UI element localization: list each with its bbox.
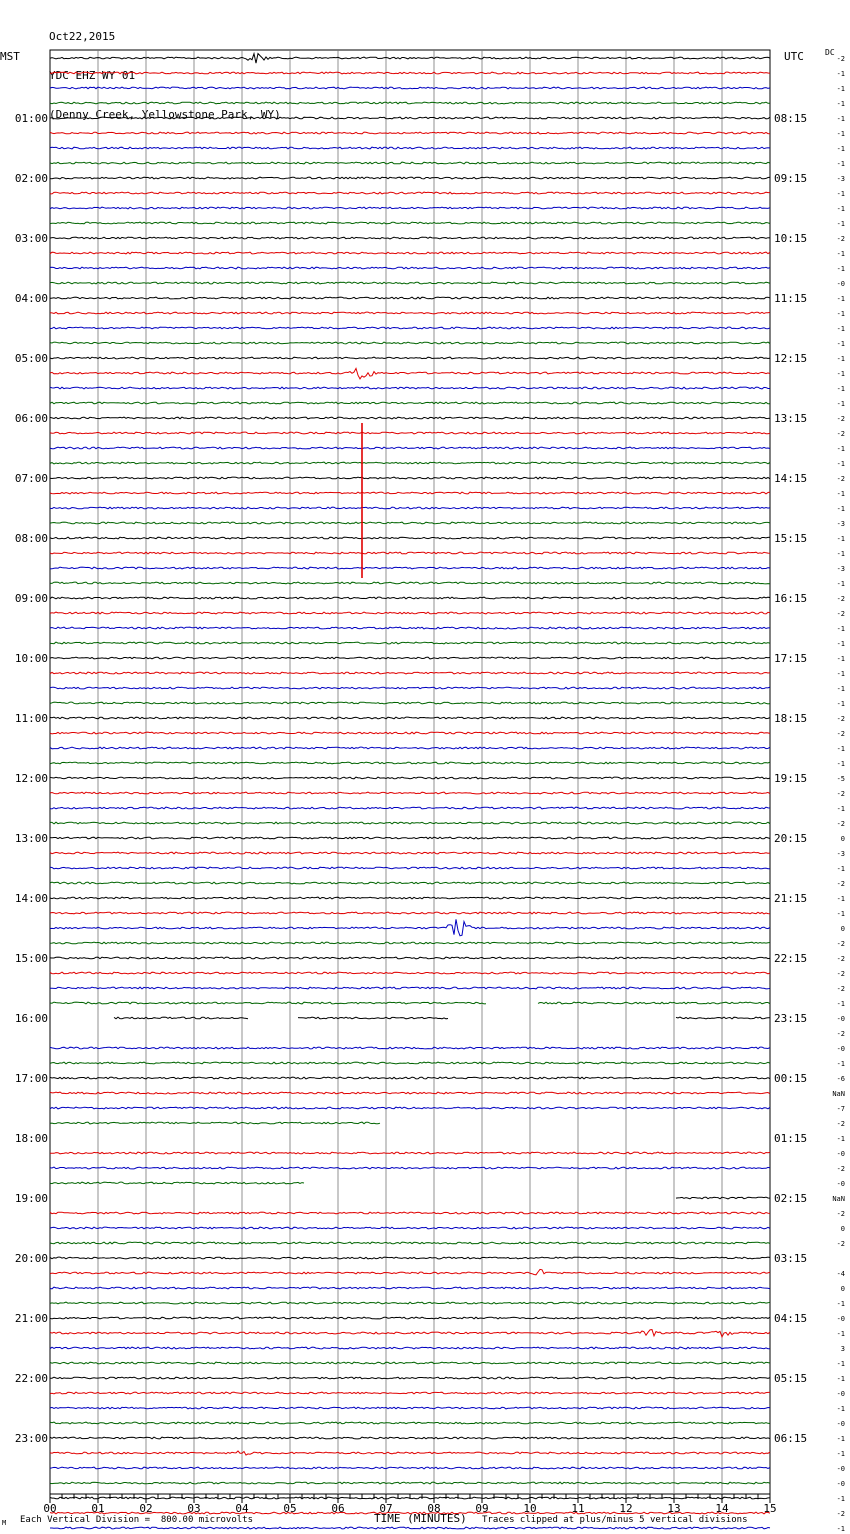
- right-hour-label: 03:15: [774, 1252, 808, 1265]
- x-tick-label: 02: [139, 1502, 153, 1515]
- x-tick-label: 14: [715, 1502, 729, 1515]
- trace-line: [50, 368, 770, 379]
- x-tick-label: 03: [187, 1502, 201, 1515]
- dc-offset-label: -1: [836, 100, 845, 108]
- dc-offset-label: -1: [836, 865, 845, 873]
- dc-offset-label: -2: [836, 880, 845, 888]
- trace-line: [50, 642, 770, 644]
- dc-offset-label: -1: [836, 700, 845, 708]
- dc-offset-label: -1: [836, 1000, 845, 1008]
- trace-line: [50, 222, 770, 224]
- dc-offset-label: -2: [836, 415, 845, 423]
- left-hour-label: 12:00: [14, 772, 48, 785]
- trace-line: [50, 537, 770, 539]
- right-hour-label: 09:15: [774, 172, 808, 185]
- dc-offset-label: -1: [836, 640, 845, 648]
- dc-offset-label: NaN: [832, 1195, 845, 1203]
- dc-offset-label: -7: [836, 1105, 845, 1113]
- left-hour-label: 05:00: [14, 352, 48, 365]
- right-hour-label: 16:15: [774, 592, 808, 605]
- trace-line: [50, 162, 770, 164]
- trace-line: [50, 507, 770, 509]
- left-hour-label: 10:00: [14, 652, 48, 665]
- trace-line: [50, 1392, 770, 1394]
- dc-offset-label: 3: [840, 1345, 845, 1353]
- trace-line: [50, 282, 770, 284]
- right-hour-label: 20:15: [774, 832, 808, 845]
- dc-offset-label: -1: [836, 220, 845, 228]
- trace-line: [50, 807, 770, 809]
- right-hour-label: 17:15: [774, 652, 808, 665]
- x-axis-title: TIME (MINUTES): [374, 1512, 467, 1525]
- dc-offset-label: -5: [836, 775, 845, 783]
- dc-offset-label: -3: [836, 175, 845, 183]
- trace-line: [50, 117, 770, 119]
- trace-line: [50, 252, 770, 254]
- trace-line: [50, 327, 770, 329]
- trace-line: [50, 919, 770, 936]
- dc-offset-label: -1: [836, 445, 845, 453]
- dc-offset-label: -1: [836, 1435, 845, 1443]
- right-hour-label: 22:15: [774, 952, 808, 965]
- trace-line: [50, 342, 770, 344]
- dc-offset-label: -1: [836, 70, 845, 78]
- dc-offset-label: -6: [836, 1075, 845, 1083]
- x-tick-label: 12: [619, 1502, 633, 1515]
- trace-line: [676, 1197, 770, 1199]
- trace-line: [50, 102, 770, 104]
- trace-line: [50, 387, 770, 389]
- trace-line: [50, 312, 770, 314]
- trace-line: [50, 777, 770, 779]
- dc-offset-label: -1: [836, 1405, 845, 1413]
- dc-offset-label: -1: [836, 910, 845, 918]
- dc-offset-label: -1: [836, 205, 845, 213]
- station-label: YDC EHZ WY 01: [49, 69, 136, 82]
- dc-offset-label: -4: [836, 1270, 845, 1278]
- dc-offset-label: -1: [836, 685, 845, 693]
- trace-line: [50, 1167, 770, 1169]
- dc-offset-label: -2: [836, 55, 845, 63]
- trace-line: [50, 882, 770, 884]
- left-hour-label: 18:00: [14, 1132, 48, 1145]
- dc-offset-label: -1: [836, 1525, 845, 1533]
- dc-offset-label: -2: [836, 955, 845, 963]
- left-hour-label: 17:00: [14, 1072, 48, 1085]
- trace-line: [50, 717, 770, 719]
- dc-offset-label: -1: [836, 745, 845, 753]
- dc-offset-label: -2: [836, 430, 845, 438]
- trace-line: [50, 852, 770, 854]
- trace-line: [50, 687, 770, 689]
- trace-line: [50, 54, 770, 64]
- trace-line: [50, 1227, 770, 1229]
- dc-offset-label: -1: [836, 355, 845, 363]
- dc-offset-label: -2: [836, 475, 845, 483]
- trace-line: [50, 1122, 380, 1124]
- dc-offset-label: -2: [836, 235, 845, 243]
- dc-offset-label: -2: [836, 610, 845, 618]
- dc-offset-label: -1: [836, 550, 845, 558]
- dc-offset-label: -2: [836, 1165, 845, 1173]
- right-hour-label: 06:15: [774, 1432, 808, 1445]
- trace-line: [50, 402, 770, 404]
- dc-offset-label: -3: [836, 850, 845, 858]
- trace-line: [50, 432, 770, 434]
- trace-line: [50, 1152, 770, 1154]
- trace-line: [50, 1377, 770, 1379]
- trace-line: [50, 822, 770, 824]
- dc-offset-label: -1: [836, 265, 845, 273]
- right-hour-label: 08:15: [774, 112, 808, 125]
- dc-offset-label: -2: [836, 970, 845, 978]
- trace-line: [50, 942, 770, 944]
- trace-line: [50, 1182, 304, 1184]
- left-hour-label: 04:00: [14, 292, 48, 305]
- dc-offset-label: 0: [840, 835, 845, 843]
- left-hour-label: 11:00: [14, 712, 48, 725]
- right-hour-label: 18:15: [774, 712, 808, 725]
- right-hour-label: 13:15: [774, 412, 808, 425]
- left-hour-label: 13:00: [14, 832, 48, 845]
- trace-line: [50, 462, 770, 464]
- dc-offset-label: -0: [836, 1315, 845, 1323]
- right-hour-label: 15:15: [774, 532, 808, 545]
- trace-line: [50, 582, 770, 584]
- trace-line: [50, 192, 770, 194]
- trace-line: [50, 1362, 770, 1364]
- dc-offset-label: -1: [836, 1375, 845, 1383]
- trace-line: [50, 477, 770, 479]
- left-hour-label: 19:00: [14, 1192, 48, 1205]
- trace-line: [50, 912, 770, 914]
- left-hour-label: 01:00: [14, 112, 48, 125]
- left-hour-label: 14:00: [14, 892, 48, 905]
- dc-offset-label: -1: [836, 295, 845, 303]
- trace-line: [50, 72, 770, 74]
- dc-offset-label: -0: [836, 1180, 845, 1188]
- trace-line: [50, 972, 770, 974]
- trace-line: [50, 897, 770, 899]
- dc-offset-label: -1: [836, 310, 845, 318]
- right-hour-label: 11:15: [774, 292, 808, 305]
- dc-offset-label: -1: [836, 385, 845, 393]
- x-tick-label: 08: [427, 1502, 441, 1515]
- trace-line: [50, 672, 770, 674]
- x-tick-label: 00: [43, 1502, 57, 1515]
- trace-line: [50, 957, 770, 959]
- dc-offset-label: -1: [836, 505, 845, 513]
- trace-line: [50, 1317, 770, 1319]
- scale-note: Each Vertical Division = 800.00 microvolts: [20, 1515, 253, 1525]
- trace-line: [50, 1242, 770, 1244]
- dc-offset-label: -1: [836, 1360, 845, 1368]
- trace-line: [50, 1527, 770, 1529]
- dc-offset-label: -1: [836, 250, 845, 258]
- plot-frame: [50, 50, 770, 1494]
- left-hour-label: 08:00: [14, 532, 48, 545]
- right-hour-label: 05:15: [774, 1372, 808, 1385]
- dc-offset-label: -2: [836, 595, 845, 603]
- trace-line: [50, 792, 770, 794]
- x-tick-label: 09: [475, 1502, 489, 1515]
- trace-line: [50, 1347, 770, 1349]
- dc-offset-label: -1: [836, 370, 845, 378]
- trace-line: [114, 1017, 770, 1019]
- right-hour-label: 00:15: [774, 1072, 808, 1085]
- x-tick-label: 07: [379, 1502, 393, 1515]
- dc-offset-label: -1: [836, 145, 845, 153]
- dc-offset-label: -1: [836, 805, 845, 813]
- trace-line: [50, 1077, 770, 1079]
- left-timezone-label: MST: [0, 50, 20, 63]
- left-hour-label: 21:00: [14, 1312, 48, 1325]
- dc-offset-label: -2: [836, 985, 845, 993]
- trace-line: [50, 177, 770, 179]
- dc-offset-label: 0: [840, 1225, 845, 1233]
- dc-offset-label: -1: [836, 760, 845, 768]
- trace-line: [50, 132, 770, 134]
- trace-line: [50, 627, 770, 629]
- dc-offset-label: -3: [836, 565, 845, 573]
- dc-offset-label: -2: [836, 1240, 845, 1248]
- dc-offset-label: -1: [836, 1135, 845, 1143]
- trace-line: [50, 1107, 770, 1109]
- dc-offset-label: -1: [836, 1330, 845, 1338]
- trace-line: [50, 567, 770, 569]
- trace-line: [50, 297, 770, 299]
- trace-line: [50, 762, 770, 764]
- right-hour-label: 02:15: [774, 1192, 808, 1205]
- dc-offset-label: 0: [840, 925, 845, 933]
- dc-offset-label: -0: [836, 1390, 845, 1398]
- trace-line: [50, 1257, 770, 1259]
- date-label: Oct22,2015: [49, 30, 116, 43]
- dc-offset-label: -3: [836, 520, 845, 528]
- trace-line: [50, 732, 770, 734]
- dc-offset-label: -0: [836, 1465, 845, 1473]
- trace-line: [50, 1422, 770, 1424]
- trace-line: [50, 1482, 770, 1484]
- dc-offset-label: -2: [836, 1030, 845, 1038]
- dc-offset-label: -1: [836, 625, 845, 633]
- dc-label: DC: [825, 48, 835, 57]
- corner-mark: M: [2, 1519, 7, 1527]
- trace-line: [50, 1437, 770, 1439]
- trace-line: [50, 702, 770, 704]
- trace-line: [50, 1467, 770, 1469]
- dc-offset-label: -0: [836, 1420, 845, 1428]
- dc-offset-label: -1: [836, 1060, 845, 1068]
- dc-offset-label: -1: [836, 340, 845, 348]
- right-hour-label: 19:15: [774, 772, 808, 785]
- trace-line: [50, 1047, 770, 1049]
- left-hour-label: 02:00: [14, 172, 48, 185]
- left-hour-label: 15:00: [14, 952, 48, 965]
- trace-line: [50, 612, 770, 614]
- trace-line: [50, 417, 770, 419]
- trace-line: [50, 207, 770, 209]
- clip-note: Traces clipped at plus/minus 5 vertical divisions: [482, 1515, 748, 1525]
- left-hour-label: 20:00: [14, 1252, 48, 1265]
- dc-offset-label: -1: [836, 535, 845, 543]
- trace-line: [50, 1407, 770, 1409]
- right-hour-label: 21:15: [774, 892, 808, 905]
- dc-offset-label: -1: [836, 325, 845, 333]
- trace-line: [50, 492, 770, 494]
- trace-line: [50, 87, 770, 89]
- dc-offset-label: -2: [836, 1120, 845, 1128]
- x-tick-label: 04: [235, 1502, 249, 1515]
- location-label: (Denny Creek, Yellowstone Park, WY): [49, 108, 281, 121]
- trace-line: [50, 522, 770, 524]
- dc-offset-label: -0: [836, 1150, 845, 1158]
- trace-line: [50, 747, 770, 749]
- dc-offset-label: -1: [836, 130, 845, 138]
- trace-line: [50, 1002, 770, 1004]
- dc-offset-label: -2: [836, 940, 845, 948]
- trace-line: [50, 357, 770, 359]
- dc-offset-label: NaN: [832, 1090, 845, 1098]
- right-hour-label: 23:15: [774, 1012, 808, 1025]
- dc-offset-label: -0: [836, 1015, 845, 1023]
- trace-line: [50, 657, 770, 659]
- dc-offset-label: -1: [836, 160, 845, 168]
- dc-offset-label: -1: [836, 190, 845, 198]
- x-tick-label: 13: [667, 1502, 681, 1515]
- dc-offset-label: -0: [836, 1045, 845, 1053]
- left-hour-label: 16:00: [14, 1012, 48, 1025]
- dc-offset-label: -2: [836, 1510, 845, 1518]
- trace-line: [50, 447, 770, 449]
- dc-offset-label: -1: [836, 1450, 845, 1458]
- dc-offset-label: -1: [836, 895, 845, 903]
- trace-line: [50, 1330, 770, 1337]
- dc-offset-label: -1: [836, 1495, 845, 1503]
- trace-line: [50, 552, 770, 554]
- trace-line: [50, 237, 770, 239]
- right-timezone-label: UTC: [784, 50, 804, 63]
- right-hour-label: 12:15: [774, 352, 808, 365]
- trace-line: [50, 1062, 770, 1064]
- trace-line: [50, 1092, 770, 1094]
- dc-offset-label: -2: [836, 1210, 845, 1218]
- x-tick-label: 05: [283, 1502, 297, 1515]
- x-tick-label: 01: [91, 1502, 105, 1515]
- dc-offset-label: -1: [836, 490, 845, 498]
- right-hour-label: 10:15: [774, 232, 808, 245]
- trace-line: [50, 1451, 770, 1455]
- dc-offset-label: -1: [836, 580, 845, 588]
- trace-line: [50, 837, 770, 839]
- dc-offset-label: 0: [840, 1285, 845, 1293]
- dc-offset-label: -0: [836, 1480, 845, 1488]
- x-tick-label: 11: [571, 1502, 585, 1515]
- right-hour-label: 14:15: [774, 472, 808, 485]
- trace-line: [50, 1287, 770, 1289]
- left-hour-label: 07:00: [14, 472, 48, 485]
- trace-line: [50, 1269, 770, 1274]
- dc-offset-label: -1: [836, 85, 845, 93]
- left-hour-label: 23:00: [14, 1432, 48, 1445]
- trace-line: [50, 1212, 770, 1214]
- x-tick-label: 10: [523, 1502, 537, 1515]
- x-tick-label: 15: [763, 1502, 777, 1515]
- trace-line: [50, 267, 770, 269]
- dc-offset-label: -2: [836, 820, 845, 828]
- trace-line: [50, 1302, 770, 1304]
- dc-offset-label: -2: [836, 715, 845, 723]
- x-tick-label: 06: [331, 1502, 345, 1515]
- trace-line: [50, 597, 770, 599]
- right-hour-label: 01:15: [774, 1132, 808, 1145]
- trace-line: [50, 147, 770, 149]
- left-hour-label: 09:00: [14, 592, 48, 605]
- dc-offset-label: -0: [836, 280, 845, 288]
- dc-offset-label: -2: [836, 790, 845, 798]
- dc-offset-label: -1: [836, 400, 845, 408]
- trace-line: [50, 987, 770, 989]
- left-hour-label: 03:00: [14, 232, 48, 245]
- dc-offset-label: -1: [836, 460, 845, 468]
- trace-line: [50, 867, 770, 869]
- dc-offset-label: -1: [836, 655, 845, 663]
- dc-offset-label: -2: [836, 730, 845, 738]
- dc-offset-label: -1: [836, 1300, 845, 1308]
- right-hour-label: 04:15: [774, 1312, 808, 1325]
- dc-offset-label: -1: [836, 670, 845, 678]
- dc-offset-label: -1: [836, 115, 845, 123]
- left-hour-label: 06:00: [14, 412, 48, 425]
- left-hour-label: 22:00: [14, 1372, 48, 1385]
